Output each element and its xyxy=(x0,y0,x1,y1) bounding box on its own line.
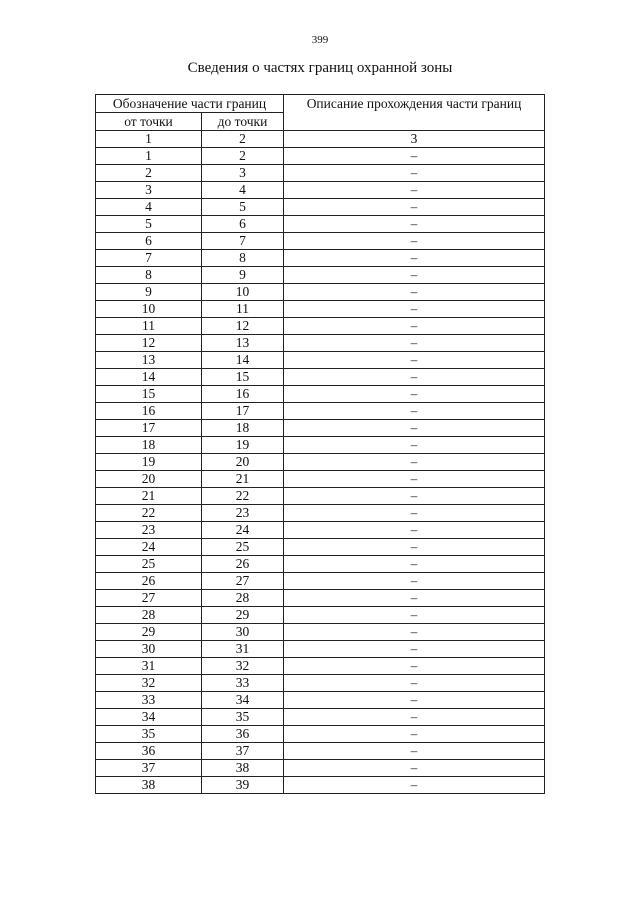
to-point-cell: 35 xyxy=(202,709,284,726)
from-point-cell: 23 xyxy=(96,522,202,539)
description-cell: – xyxy=(284,607,545,624)
description-cell: – xyxy=(284,437,545,454)
description-cell: – xyxy=(284,726,545,743)
to-point-cell: 6 xyxy=(202,216,284,233)
description-cell: – xyxy=(284,709,545,726)
to-point-cell: 22 xyxy=(202,488,284,505)
column-number: 2 xyxy=(202,131,284,148)
from-point-cell: 7 xyxy=(96,250,202,267)
to-point-cell: 5 xyxy=(202,199,284,216)
table-row xyxy=(96,301,545,318)
header-boundary-part-designation: Обозначение части границ xyxy=(96,95,284,113)
description-cell: – xyxy=(284,454,545,471)
to-point-cell: 16 xyxy=(202,386,284,403)
description-cell: – xyxy=(284,284,545,301)
from-point-cell: 36 xyxy=(96,743,202,760)
description-cell: – xyxy=(284,658,545,675)
description-cell: – xyxy=(284,369,545,386)
description-cell: – xyxy=(284,471,545,488)
table-row xyxy=(96,607,545,624)
to-point-cell: 37 xyxy=(202,743,284,760)
from-point-cell: 11 xyxy=(96,318,202,335)
description-cell: – xyxy=(284,148,545,165)
to-point-cell: 13 xyxy=(202,335,284,352)
description-cell: – xyxy=(284,352,545,369)
description-cell: – xyxy=(284,573,545,590)
table-row xyxy=(96,182,545,199)
description-cell: – xyxy=(284,335,545,352)
description-cell: – xyxy=(284,233,545,250)
to-point-cell: 34 xyxy=(202,692,284,709)
to-point-cell: 11 xyxy=(202,301,284,318)
from-point-cell: 6 xyxy=(96,233,202,250)
table-row xyxy=(96,556,545,573)
table-row xyxy=(96,369,545,386)
to-point-cell: 39 xyxy=(202,777,284,794)
from-point-cell: 31 xyxy=(96,658,202,675)
from-point-cell: 22 xyxy=(96,505,202,522)
table-row xyxy=(96,505,545,522)
from-point-cell: 35 xyxy=(96,726,202,743)
header-to-point: до точки xyxy=(202,113,284,131)
description-cell: – xyxy=(284,675,545,692)
description-cell: – xyxy=(284,743,545,760)
page-number: 399 xyxy=(311,34,329,46)
to-point-cell: 4 xyxy=(202,182,284,199)
from-point-cell: 5 xyxy=(96,216,202,233)
to-point-cell: 14 xyxy=(202,352,284,369)
to-point-cell: 32 xyxy=(202,658,284,675)
to-point-cell: 28 xyxy=(202,590,284,607)
table-row xyxy=(96,488,545,505)
from-point-cell: 38 xyxy=(96,777,202,794)
table-header xyxy=(96,95,545,131)
from-point-cell: 8 xyxy=(96,267,202,284)
table-row xyxy=(96,590,545,607)
description-cell: – xyxy=(284,556,545,573)
description-cell: – xyxy=(284,199,545,216)
description-cell: – xyxy=(284,165,545,182)
from-point-cell: 25 xyxy=(96,556,202,573)
description-cell: – xyxy=(284,420,545,437)
from-point-cell: 4 xyxy=(96,199,202,216)
from-point-cell: 16 xyxy=(96,403,202,420)
table-row xyxy=(96,216,545,233)
table-row xyxy=(96,267,545,284)
to-point-cell: 21 xyxy=(202,471,284,488)
to-point-cell: 24 xyxy=(202,522,284,539)
description-cell: – xyxy=(284,692,545,709)
to-point-cell: 9 xyxy=(202,267,284,284)
to-point-cell: 7 xyxy=(202,233,284,250)
table-body xyxy=(96,131,545,794)
description-cell: – xyxy=(284,403,545,420)
to-point-cell: 18 xyxy=(202,420,284,437)
from-point-cell: 26 xyxy=(96,573,202,590)
to-point-cell: 29 xyxy=(202,607,284,624)
to-point-cell: 30 xyxy=(202,624,284,641)
to-point-cell: 3 xyxy=(202,165,284,182)
to-point-cell: 2 xyxy=(202,148,284,165)
to-point-cell: 8 xyxy=(202,250,284,267)
to-point-cell: 33 xyxy=(202,675,284,692)
description-cell: – xyxy=(284,488,545,505)
to-point-cell: 36 xyxy=(202,726,284,743)
from-point-cell: 20 xyxy=(96,471,202,488)
table-row xyxy=(96,165,545,182)
page-title: Сведения о частях границ охранной зоны xyxy=(187,60,453,76)
table-row xyxy=(96,335,545,352)
description-cell: – xyxy=(284,267,545,284)
table-row xyxy=(96,386,545,403)
from-point-cell: 13 xyxy=(96,352,202,369)
from-point-cell: 2 xyxy=(96,165,202,182)
description-cell: – xyxy=(284,301,545,318)
table-row xyxy=(96,692,545,709)
table-row xyxy=(96,420,545,437)
table-row xyxy=(96,250,545,267)
column-number: 3 xyxy=(284,131,545,148)
to-point-cell: 12 xyxy=(202,318,284,335)
description-cell: – xyxy=(284,522,545,539)
table-row xyxy=(96,199,545,216)
description-cell: – xyxy=(284,250,545,267)
table-row xyxy=(96,573,545,590)
table-row xyxy=(96,743,545,760)
table-row xyxy=(96,658,545,675)
from-point-cell: 14 xyxy=(96,369,202,386)
to-point-cell: 26 xyxy=(202,556,284,573)
table-row xyxy=(96,148,545,165)
to-point-cell: 38 xyxy=(202,760,284,777)
description-cell: – xyxy=(284,641,545,658)
to-point-cell: 10 xyxy=(202,284,284,301)
header-from-point: от точки xyxy=(96,113,202,131)
table-row xyxy=(96,318,545,335)
boundary-parts-table xyxy=(95,94,545,794)
from-point-cell: 15 xyxy=(96,386,202,403)
from-point-cell: 34 xyxy=(96,709,202,726)
to-point-cell: 19 xyxy=(202,437,284,454)
table-row xyxy=(96,471,545,488)
table-row xyxy=(96,760,545,777)
to-point-cell: 23 xyxy=(202,505,284,522)
from-point-cell: 32 xyxy=(96,675,202,692)
from-point-cell: 28 xyxy=(96,607,202,624)
to-point-cell: 15 xyxy=(202,369,284,386)
from-point-cell: 17 xyxy=(96,420,202,437)
from-point-cell: 33 xyxy=(96,692,202,709)
to-point-cell: 31 xyxy=(202,641,284,658)
table-row xyxy=(96,777,545,794)
description-cell: – xyxy=(284,182,545,199)
table-row xyxy=(96,726,545,743)
header-boundary-part-description: Описание прохождения части границ xyxy=(284,95,545,131)
from-point-cell: 37 xyxy=(96,760,202,777)
table-row xyxy=(96,522,545,539)
from-point-cell: 21 xyxy=(96,488,202,505)
to-point-cell: 25 xyxy=(202,539,284,556)
from-point-cell: 19 xyxy=(96,454,202,471)
from-point-cell: 18 xyxy=(96,437,202,454)
table-row xyxy=(96,403,545,420)
description-cell: – xyxy=(284,216,545,233)
table-row xyxy=(96,539,545,556)
table-row xyxy=(96,624,545,641)
column-number: 1 xyxy=(96,131,202,148)
description-cell: – xyxy=(284,590,545,607)
table-row xyxy=(96,709,545,726)
table-row xyxy=(96,437,545,454)
from-point-cell: 9 xyxy=(96,284,202,301)
description-cell: – xyxy=(284,760,545,777)
from-point-cell: 30 xyxy=(96,641,202,658)
to-point-cell: 20 xyxy=(202,454,284,471)
description-cell: – xyxy=(284,505,545,522)
description-cell: – xyxy=(284,318,545,335)
description-cell: – xyxy=(284,624,545,641)
from-point-cell: 24 xyxy=(96,539,202,556)
description-cell: – xyxy=(284,777,545,794)
to-point-cell: 17 xyxy=(202,403,284,420)
column-numbering-row xyxy=(96,131,545,148)
from-point-cell: 27 xyxy=(96,590,202,607)
table-row xyxy=(96,352,545,369)
table-row xyxy=(96,233,545,250)
table-row xyxy=(96,641,545,658)
from-point-cell: 10 xyxy=(96,301,202,318)
to-point-cell: 27 xyxy=(202,573,284,590)
from-point-cell: 29 xyxy=(96,624,202,641)
description-cell: – xyxy=(284,386,545,403)
from-point-cell: 3 xyxy=(96,182,202,199)
table-row xyxy=(96,284,545,301)
table-row xyxy=(96,454,545,471)
description-cell: – xyxy=(284,539,545,556)
from-point-cell: 1 xyxy=(96,148,202,165)
from-point-cell: 12 xyxy=(96,335,202,352)
table-row xyxy=(96,675,545,692)
